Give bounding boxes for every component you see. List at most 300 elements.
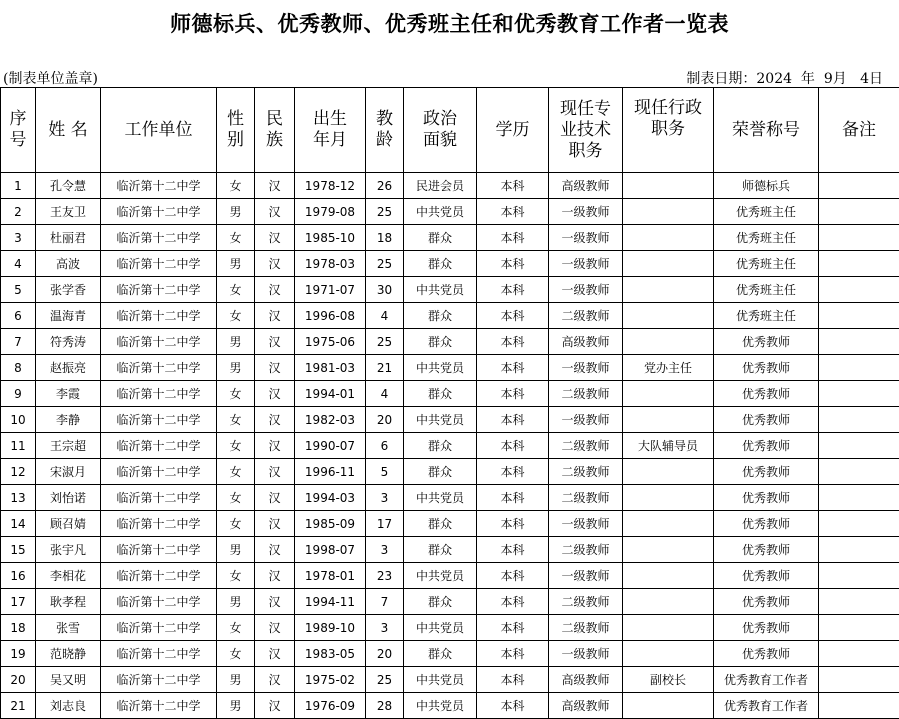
cell-remark xyxy=(819,693,899,719)
cell-name: 刘怡诺 xyxy=(36,485,101,511)
cell-education: 本科 xyxy=(477,667,549,693)
cell-tech-title: 高级教师 xyxy=(549,329,623,355)
table-row xyxy=(1,589,899,615)
cell-honor: 师德标兵 xyxy=(714,173,819,199)
cell-ethnicity: 汉 xyxy=(255,225,295,251)
cell-honor: 优秀教育工作者 xyxy=(714,667,819,693)
table-row xyxy=(1,459,899,485)
cell-birth: 1994-11 xyxy=(295,589,366,615)
cell-ethnicity: 汉 xyxy=(255,381,295,407)
cell-unit: 临沂第十二中学 xyxy=(101,511,217,537)
unit-seal-label: (制表单位盖章) xyxy=(3,68,98,88)
cell-remark xyxy=(819,537,899,563)
cell-years: 18 xyxy=(366,225,404,251)
cell-gender: 男 xyxy=(217,251,255,277)
cell-honor: 优秀教师 xyxy=(714,381,819,407)
cell-gender: 男 xyxy=(217,329,255,355)
cell-honor: 优秀教师 xyxy=(714,615,819,641)
cell-ethnicity: 汉 xyxy=(255,303,295,329)
cell-remark xyxy=(819,199,899,225)
cell-admin-post xyxy=(623,615,714,641)
cell-remark xyxy=(819,381,899,407)
cell-years: 25 xyxy=(366,251,404,277)
cell-years: 6 xyxy=(366,433,404,459)
cell-education: 本科 xyxy=(477,433,549,459)
table-row xyxy=(1,199,899,225)
cell-honor: 优秀教师 xyxy=(714,641,819,667)
cell-name: 范晓静 xyxy=(36,641,101,667)
cell-unit: 临沂第十二中学 xyxy=(101,407,217,433)
table-row xyxy=(1,303,899,329)
cell-ethnicity: 汉 xyxy=(255,615,295,641)
cell-unit: 临沂第十二中学 xyxy=(101,277,217,303)
table-row xyxy=(1,485,899,511)
cell-politics: 群众 xyxy=(404,225,477,251)
cell-years: 25 xyxy=(366,199,404,225)
header-gender: 性 别 xyxy=(217,88,255,173)
cell-name: 张学香 xyxy=(36,277,101,303)
cell-gender: 男 xyxy=(217,693,255,719)
cell-name: 李相花 xyxy=(36,563,101,589)
cell-unit: 临沂第十二中学 xyxy=(101,433,217,459)
cell-education: 本科 xyxy=(477,693,549,719)
cell-remark xyxy=(819,225,899,251)
cell-politics: 中共党员 xyxy=(404,407,477,433)
cell-years: 5 xyxy=(366,459,404,485)
cell-no: 9 xyxy=(1,381,36,407)
cell-birth: 1975-06 xyxy=(295,329,366,355)
cell-gender: 女 xyxy=(217,173,255,199)
cell-admin-post: 大队辅导员 xyxy=(623,433,714,459)
cell-no: 16 xyxy=(1,563,36,589)
cell-gender: 女 xyxy=(217,615,255,641)
cell-ethnicity: 汉 xyxy=(255,407,295,433)
cell-name: 杜丽君 xyxy=(36,225,101,251)
page-title: 师德标兵、优秀教师、优秀班主任和优秀教育工作者一览表 xyxy=(0,8,899,38)
cell-no: 15 xyxy=(1,537,36,563)
cell-politics: 群众 xyxy=(404,511,477,537)
cell-admin-post xyxy=(623,459,714,485)
cell-ethnicity: 汉 xyxy=(255,433,295,459)
cell-birth: 1990-07 xyxy=(295,433,366,459)
cell-education: 本科 xyxy=(477,355,549,381)
cell-birth: 1982-03 xyxy=(295,407,366,433)
header-education: 学历 xyxy=(477,88,549,173)
cell-honor: 优秀教师 xyxy=(714,459,819,485)
header-politics: 政治 面貌 xyxy=(404,88,477,173)
cell-politics: 中共党员 xyxy=(404,277,477,303)
table-row xyxy=(1,225,899,251)
cell-politics: 群众 xyxy=(404,381,477,407)
header-tech-title: 现任专 业技术 职务 xyxy=(549,88,623,173)
cell-education: 本科 xyxy=(477,303,549,329)
cell-remark xyxy=(819,173,899,199)
cell-remark xyxy=(819,589,899,615)
cell-tech-title: 二级教师 xyxy=(549,537,623,563)
cell-admin-post xyxy=(623,251,714,277)
cell-no: 5 xyxy=(1,277,36,303)
cell-no: 1 xyxy=(1,173,36,199)
table-row xyxy=(1,693,899,719)
cell-politics: 中共党员 xyxy=(404,485,477,511)
cell-years: 17 xyxy=(366,511,404,537)
cell-honor: 优秀教师 xyxy=(714,485,819,511)
cell-remark xyxy=(819,511,899,537)
cell-education: 本科 xyxy=(477,459,549,485)
cell-gender: 女 xyxy=(217,303,255,329)
cell-admin-post xyxy=(623,537,714,563)
cell-name: 赵振亮 xyxy=(36,355,101,381)
cell-ethnicity: 汉 xyxy=(255,251,295,277)
cell-no: 8 xyxy=(1,355,36,381)
cell-gender: 男 xyxy=(217,199,255,225)
cell-ethnicity: 汉 xyxy=(255,173,295,199)
header-ethnicity: 民 族 xyxy=(255,88,295,173)
cell-remark xyxy=(819,615,899,641)
cell-no: 4 xyxy=(1,251,36,277)
cell-honor: 优秀班主任 xyxy=(714,277,819,303)
cell-admin-post xyxy=(623,225,714,251)
cell-unit: 临沂第十二中学 xyxy=(101,615,217,641)
cell-honor: 优秀班主任 xyxy=(714,251,819,277)
cell-admin-post xyxy=(623,303,714,329)
table-row xyxy=(1,641,899,667)
cell-ethnicity: 汉 xyxy=(255,563,295,589)
cell-birth: 1985-09 xyxy=(295,511,366,537)
cell-no: 3 xyxy=(1,225,36,251)
cell-honor: 优秀班主任 xyxy=(714,225,819,251)
cell-tech-title: 一级教师 xyxy=(549,225,623,251)
cell-admin-post xyxy=(623,199,714,225)
cell-tech-title: 一级教师 xyxy=(549,199,623,225)
cell-no: 13 xyxy=(1,485,36,511)
cell-gender: 女 xyxy=(217,381,255,407)
cell-honor: 优秀教师 xyxy=(714,563,819,589)
cell-unit: 临沂第十二中学 xyxy=(101,173,217,199)
cell-no: 21 xyxy=(1,693,36,719)
cell-remark xyxy=(819,277,899,303)
cell-unit: 临沂第十二中学 xyxy=(101,589,217,615)
cell-ethnicity: 汉 xyxy=(255,537,295,563)
cell-birth: 1976-09 xyxy=(295,693,366,719)
cell-gender: 男 xyxy=(217,589,255,615)
cell-honor: 优秀教师 xyxy=(714,537,819,563)
table-header-row xyxy=(1,88,899,173)
cell-education: 本科 xyxy=(477,589,549,615)
table-row xyxy=(1,329,899,355)
cell-remark xyxy=(819,251,899,277)
header-honor: 荣誉称号 xyxy=(714,88,819,173)
cell-education: 本科 xyxy=(477,173,549,199)
cell-politics: 中共党员 xyxy=(404,355,477,381)
cell-education: 本科 xyxy=(477,251,549,277)
cell-name: 顾召婧 xyxy=(36,511,101,537)
cell-honor: 优秀教育工作者 xyxy=(714,693,819,719)
cell-remark xyxy=(819,641,899,667)
cell-name: 王友卫 xyxy=(36,199,101,225)
table-row xyxy=(1,615,899,641)
cell-education: 本科 xyxy=(477,615,549,641)
cell-gender: 男 xyxy=(217,667,255,693)
cell-no: 2 xyxy=(1,199,36,225)
table-row xyxy=(1,407,899,433)
cell-no: 11 xyxy=(1,433,36,459)
cell-remark xyxy=(819,329,899,355)
cell-years: 20 xyxy=(366,407,404,433)
cell-birth: 1978-01 xyxy=(295,563,366,589)
cell-admin-post xyxy=(623,511,714,537)
cell-gender: 女 xyxy=(217,459,255,485)
cell-tech-title: 一级教师 xyxy=(549,407,623,433)
cell-birth: 1985-10 xyxy=(295,225,366,251)
cell-politics: 中共党员 xyxy=(404,563,477,589)
cell-ethnicity: 汉 xyxy=(255,511,295,537)
cell-years: 25 xyxy=(366,667,404,693)
table-row xyxy=(1,277,899,303)
cell-unit: 临沂第十二中学 xyxy=(101,199,217,225)
cell-honor: 优秀教师 xyxy=(714,407,819,433)
cell-name: 宋淑月 xyxy=(36,459,101,485)
cell-years: 23 xyxy=(366,563,404,589)
cell-admin-post xyxy=(623,563,714,589)
cell-name: 张雪 xyxy=(36,615,101,641)
cell-gender: 男 xyxy=(217,537,255,563)
cell-unit: 临沂第十二中学 xyxy=(101,563,217,589)
cell-name: 高波 xyxy=(36,251,101,277)
cell-politics: 群众 xyxy=(404,589,477,615)
cell-gender: 女 xyxy=(217,511,255,537)
cell-gender: 女 xyxy=(217,407,255,433)
cell-ethnicity: 汉 xyxy=(255,277,295,303)
table-row xyxy=(1,433,899,459)
cell-no: 12 xyxy=(1,459,36,485)
cell-remark xyxy=(819,433,899,459)
cell-tech-title: 一级教师 xyxy=(549,251,623,277)
cell-honor: 优秀班主任 xyxy=(714,199,819,225)
cell-gender: 女 xyxy=(217,433,255,459)
cell-name: 吴又明 xyxy=(36,667,101,693)
cell-tech-title: 一级教师 xyxy=(549,563,623,589)
table-row xyxy=(1,563,899,589)
header-unit: 工作单位 xyxy=(101,88,217,173)
cell-unit: 临沂第十二中学 xyxy=(101,667,217,693)
cell-politics: 群众 xyxy=(404,329,477,355)
cell-admin-post xyxy=(623,381,714,407)
cell-ethnicity: 汉 xyxy=(255,641,295,667)
cell-birth: 1975-02 xyxy=(295,667,366,693)
cell-education: 本科 xyxy=(477,407,549,433)
cell-tech-title: 二级教师 xyxy=(549,485,623,511)
cell-birth: 1978-12 xyxy=(295,173,366,199)
table-row xyxy=(1,381,899,407)
cell-politics: 群众 xyxy=(404,641,477,667)
table-row xyxy=(1,173,899,199)
cell-birth: 1994-01 xyxy=(295,381,366,407)
cell-years: 25 xyxy=(366,329,404,355)
header-birth: 出生 年月 xyxy=(295,88,366,173)
cell-years: 26 xyxy=(366,173,404,199)
cell-admin-post xyxy=(623,173,714,199)
cell-admin-post xyxy=(623,407,714,433)
cell-years: 3 xyxy=(366,537,404,563)
cell-remark xyxy=(819,355,899,381)
cell-honor: 优秀教师 xyxy=(714,433,819,459)
cell-no: 18 xyxy=(1,615,36,641)
cell-tech-title: 二级教师 xyxy=(549,589,623,615)
cell-admin-post xyxy=(623,693,714,719)
cell-no: 20 xyxy=(1,667,36,693)
cell-unit: 临沂第十二中学 xyxy=(101,355,217,381)
cell-unit: 临沂第十二中学 xyxy=(101,381,217,407)
cell-remark xyxy=(819,667,899,693)
cell-ethnicity: 汉 xyxy=(255,459,295,485)
cell-politics: 群众 xyxy=(404,459,477,485)
cell-years: 30 xyxy=(366,277,404,303)
cell-name: 李静 xyxy=(36,407,101,433)
cell-birth: 1978-03 xyxy=(295,251,366,277)
header-remark: 备注 xyxy=(819,88,899,173)
cell-tech-title: 一级教师 xyxy=(549,355,623,381)
cell-birth: 1996-11 xyxy=(295,459,366,485)
cell-ethnicity: 汉 xyxy=(255,329,295,355)
cell-ethnicity: 汉 xyxy=(255,589,295,615)
cell-unit: 临沂第十二中学 xyxy=(101,537,217,563)
cell-tech-title: 二级教师 xyxy=(549,615,623,641)
cell-unit: 临沂第十二中学 xyxy=(101,251,217,277)
cell-ethnicity: 汉 xyxy=(255,667,295,693)
cell-politics: 群众 xyxy=(404,303,477,329)
cell-birth: 1971-07 xyxy=(295,277,366,303)
date-label: 制表日期：2024 年 9月 4日 xyxy=(686,68,883,88)
cell-birth: 1994-03 xyxy=(295,485,366,511)
cell-unit: 临沂第十二中学 xyxy=(101,225,217,251)
cell-admin-post xyxy=(623,277,714,303)
cell-tech-title: 二级教师 xyxy=(549,381,623,407)
cell-education: 本科 xyxy=(477,641,549,667)
cell-honor: 优秀教师 xyxy=(714,511,819,537)
cell-gender: 女 xyxy=(217,485,255,511)
cell-ethnicity: 汉 xyxy=(255,199,295,225)
cell-education: 本科 xyxy=(477,225,549,251)
cell-years: 7 xyxy=(366,589,404,615)
cell-birth: 1989-10 xyxy=(295,615,366,641)
cell-ethnicity: 汉 xyxy=(255,693,295,719)
cell-birth: 1981-03 xyxy=(295,355,366,381)
cell-remark xyxy=(819,485,899,511)
cell-tech-title: 高级教师 xyxy=(549,173,623,199)
table-row xyxy=(1,355,899,381)
cell-no: 14 xyxy=(1,511,36,537)
cell-gender: 男 xyxy=(217,355,255,381)
cell-gender: 女 xyxy=(217,563,255,589)
cell-gender: 女 xyxy=(217,641,255,667)
cell-admin-post: 副校长 xyxy=(623,667,714,693)
cell-tech-title: 一级教师 xyxy=(549,641,623,667)
cell-honor: 优秀教师 xyxy=(714,589,819,615)
cell-education: 本科 xyxy=(477,563,549,589)
cell-unit: 临沂第十二中学 xyxy=(101,329,217,355)
cell-tech-title: 高级教师 xyxy=(549,693,623,719)
cell-admin-post xyxy=(623,589,714,615)
table-row xyxy=(1,537,899,563)
cell-unit: 临沂第十二中学 xyxy=(101,459,217,485)
cell-tech-title: 一级教师 xyxy=(549,511,623,537)
cell-politics: 群众 xyxy=(404,537,477,563)
cell-birth: 1996-08 xyxy=(295,303,366,329)
cell-education: 本科 xyxy=(477,485,549,511)
cell-name: 孔令慧 xyxy=(36,173,101,199)
cell-no: 17 xyxy=(1,589,36,615)
cell-politics: 中共党员 xyxy=(404,199,477,225)
honor-table xyxy=(0,87,899,719)
cell-unit: 临沂第十二中学 xyxy=(101,485,217,511)
cell-honor: 优秀教师 xyxy=(714,355,819,381)
table-row xyxy=(1,667,899,693)
cell-name: 刘志良 xyxy=(36,693,101,719)
table-row xyxy=(1,251,899,277)
cell-no: 6 xyxy=(1,303,36,329)
cell-admin-post xyxy=(623,329,714,355)
cell-birth: 1983-05 xyxy=(295,641,366,667)
cell-education: 本科 xyxy=(477,199,549,225)
cell-no: 7 xyxy=(1,329,36,355)
cell-birth: 1998-07 xyxy=(295,537,366,563)
cell-years: 3 xyxy=(366,615,404,641)
cell-name: 王宗超 xyxy=(36,433,101,459)
cell-no: 10 xyxy=(1,407,36,433)
cell-remark xyxy=(819,407,899,433)
cell-ethnicity: 汉 xyxy=(255,485,295,511)
cell-unit: 临沂第十二中学 xyxy=(101,641,217,667)
cell-years: 28 xyxy=(366,693,404,719)
cell-admin-post: 党办主任 xyxy=(623,355,714,381)
table-row xyxy=(1,511,899,537)
cell-years: 4 xyxy=(366,303,404,329)
cell-education: 本科 xyxy=(477,537,549,563)
cell-gender: 女 xyxy=(217,277,255,303)
cell-ethnicity: 汉 xyxy=(255,355,295,381)
cell-years: 21 xyxy=(366,355,404,381)
cell-birth: 1979-08 xyxy=(295,199,366,225)
cell-unit: 临沂第十二中学 xyxy=(101,303,217,329)
cell-education: 本科 xyxy=(477,277,549,303)
cell-honor: 优秀班主任 xyxy=(714,303,819,329)
cell-years: 3 xyxy=(366,485,404,511)
cell-politics: 中共党员 xyxy=(404,667,477,693)
cell-name: 李霞 xyxy=(36,381,101,407)
cell-remark xyxy=(819,459,899,485)
cell-politics: 中共党员 xyxy=(404,693,477,719)
cell-tech-title: 一级教师 xyxy=(549,277,623,303)
cell-admin-post xyxy=(623,485,714,511)
cell-tech-title: 高级教师 xyxy=(549,667,623,693)
cell-politics: 民进会员 xyxy=(404,173,477,199)
cell-name: 张宇凡 xyxy=(36,537,101,563)
cell-politics: 群众 xyxy=(404,251,477,277)
cell-unit: 临沂第十二中学 xyxy=(101,693,217,719)
cell-remark xyxy=(819,563,899,589)
header-admin-post: 现任行政 职务 xyxy=(623,88,714,173)
header-years: 教 龄 xyxy=(366,88,404,173)
cell-name: 符秀涛 xyxy=(36,329,101,355)
cell-gender: 女 xyxy=(217,225,255,251)
cell-education: 本科 xyxy=(477,381,549,407)
header-name: 姓 名 xyxy=(36,88,101,173)
cell-tech-title: 二级教师 xyxy=(549,433,623,459)
cell-years: 20 xyxy=(366,641,404,667)
cell-name: 耿孝程 xyxy=(36,589,101,615)
cell-education: 本科 xyxy=(477,511,549,537)
